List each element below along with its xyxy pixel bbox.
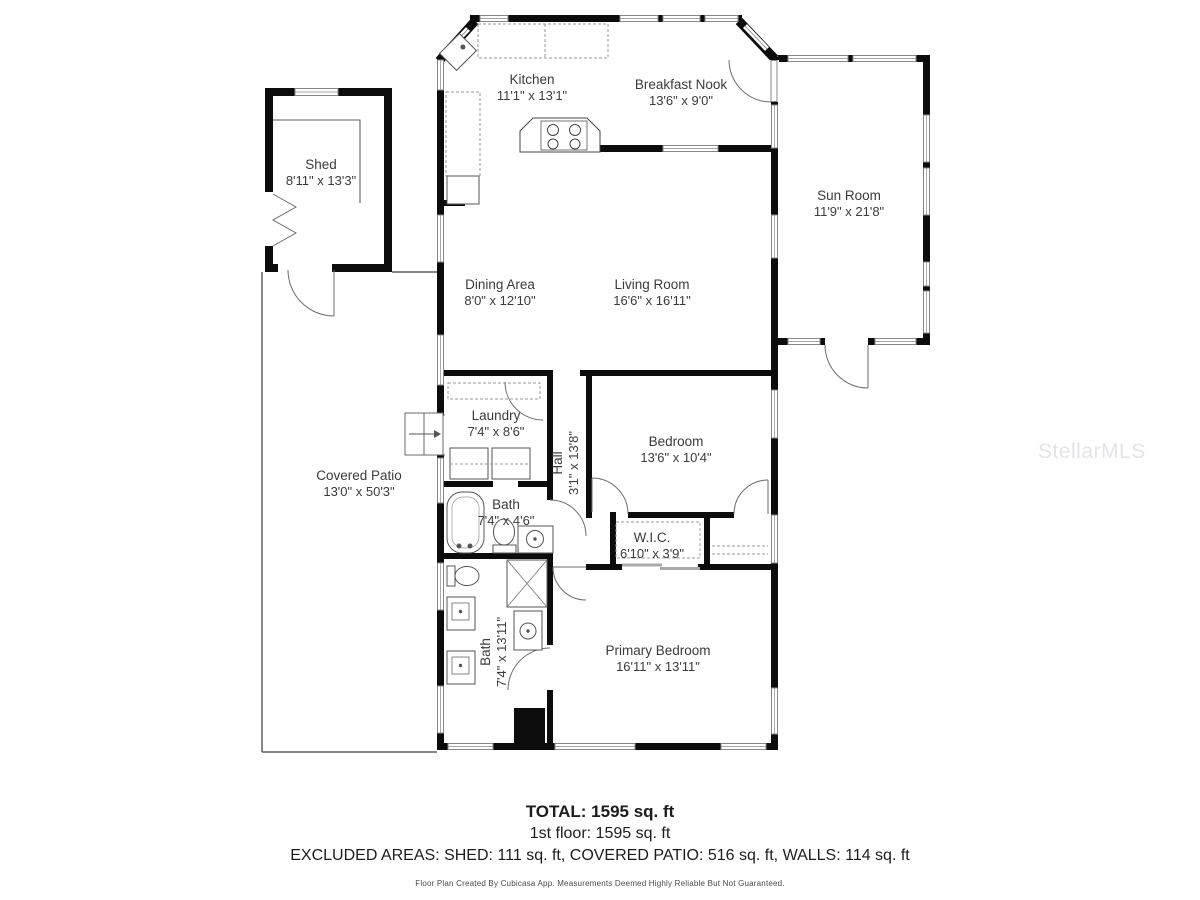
room-label-kitchen (497, 71, 567, 105)
room-label-breakfast-nook (635, 76, 727, 110)
room-dims: 16'6" x 16'11" (613, 293, 691, 309)
room-label-sun-room (814, 187, 884, 221)
room-name: Bath (492, 497, 520, 513)
room-dims: 8'0" x 12'10" (464, 293, 536, 309)
chamfer-windows (446, 26, 767, 52)
room-label-wic (620, 529, 684, 563)
kitchen-fixtures (440, 24, 608, 204)
room-dims: 3'1" x 13'8" (566, 430, 582, 496)
room-dims: 8'11" x 13'3" (285, 173, 357, 189)
room-dims: 7'4" x 4'6" (477, 513, 535, 529)
room-name: Living Room (614, 277, 690, 293)
room-name: Shed (305, 157, 337, 173)
room-name: Kitchen (509, 72, 555, 88)
area-summary (0, 802, 1200, 865)
room-name: Breakfast Nook (634, 77, 728, 93)
room-label-dining-area (464, 276, 535, 310)
room-dims: 6'10" x 3'9" (619, 546, 685, 562)
room-dims: 7'4" x 8'6" (467, 424, 525, 440)
room-label-bedroom (640, 433, 711, 467)
room-dims: 13'0" x 50'3" (323, 484, 395, 500)
room-name: W.I.C. (633, 530, 671, 546)
room-dims: 11'9" x 21'8" (813, 204, 885, 220)
sliding-door (622, 564, 700, 571)
room-label-shed (286, 156, 356, 190)
room-name: Bath (478, 638, 494, 666)
room-dims: 11'1" x 13'1" (496, 88, 568, 104)
first-floor-area-text: 1st floor: 1595 sq. ft (529, 825, 671, 842)
watermark: StellarMLS (1038, 440, 1146, 463)
room-name: Covered Patio (316, 468, 402, 484)
excluded-areas-text: EXCLUDED AREAS: SHED: 111 sq. ft, COVERED PATIO: 516 sq. ft, WALLS: 114 sq. ft (290, 847, 910, 864)
room-dims: 13'6" x 9'0" (648, 93, 714, 109)
room-label-primary-bedroom (605, 642, 710, 676)
room-dims: 16'11" x 13'11" (616, 659, 700, 675)
room-name: Laundry (471, 408, 521, 424)
disclaimer-text: Floor Plan Created By Cubicasa App. Measurements Deemed Highly Reliable But Not Guaranteed. (415, 879, 785, 888)
room-dims: 7'4" x 13'11" (494, 616, 510, 688)
patio-outline (262, 272, 437, 752)
room-name: Dining Area (465, 277, 535, 293)
room-label-laundry (468, 407, 525, 441)
room-label-hall (549, 431, 583, 495)
room-dims: 13'6" x 10'4" (640, 450, 712, 466)
room-label-primary-bath (477, 617, 511, 687)
room-label-living-room (613, 276, 691, 310)
room-name: Primary Bedroom (605, 643, 711, 659)
chamfer-walls (439, 21, 775, 61)
room-label-covered-patio (316, 467, 402, 501)
room-name: Bedroom (648, 434, 704, 450)
total-area-text: TOTAL: 1595 sq. ft (525, 802, 675, 821)
room-name: Sun Room (817, 188, 881, 204)
room-name: Hall (550, 451, 566, 475)
room-label-bath (478, 496, 535, 530)
doors (273, 60, 868, 690)
